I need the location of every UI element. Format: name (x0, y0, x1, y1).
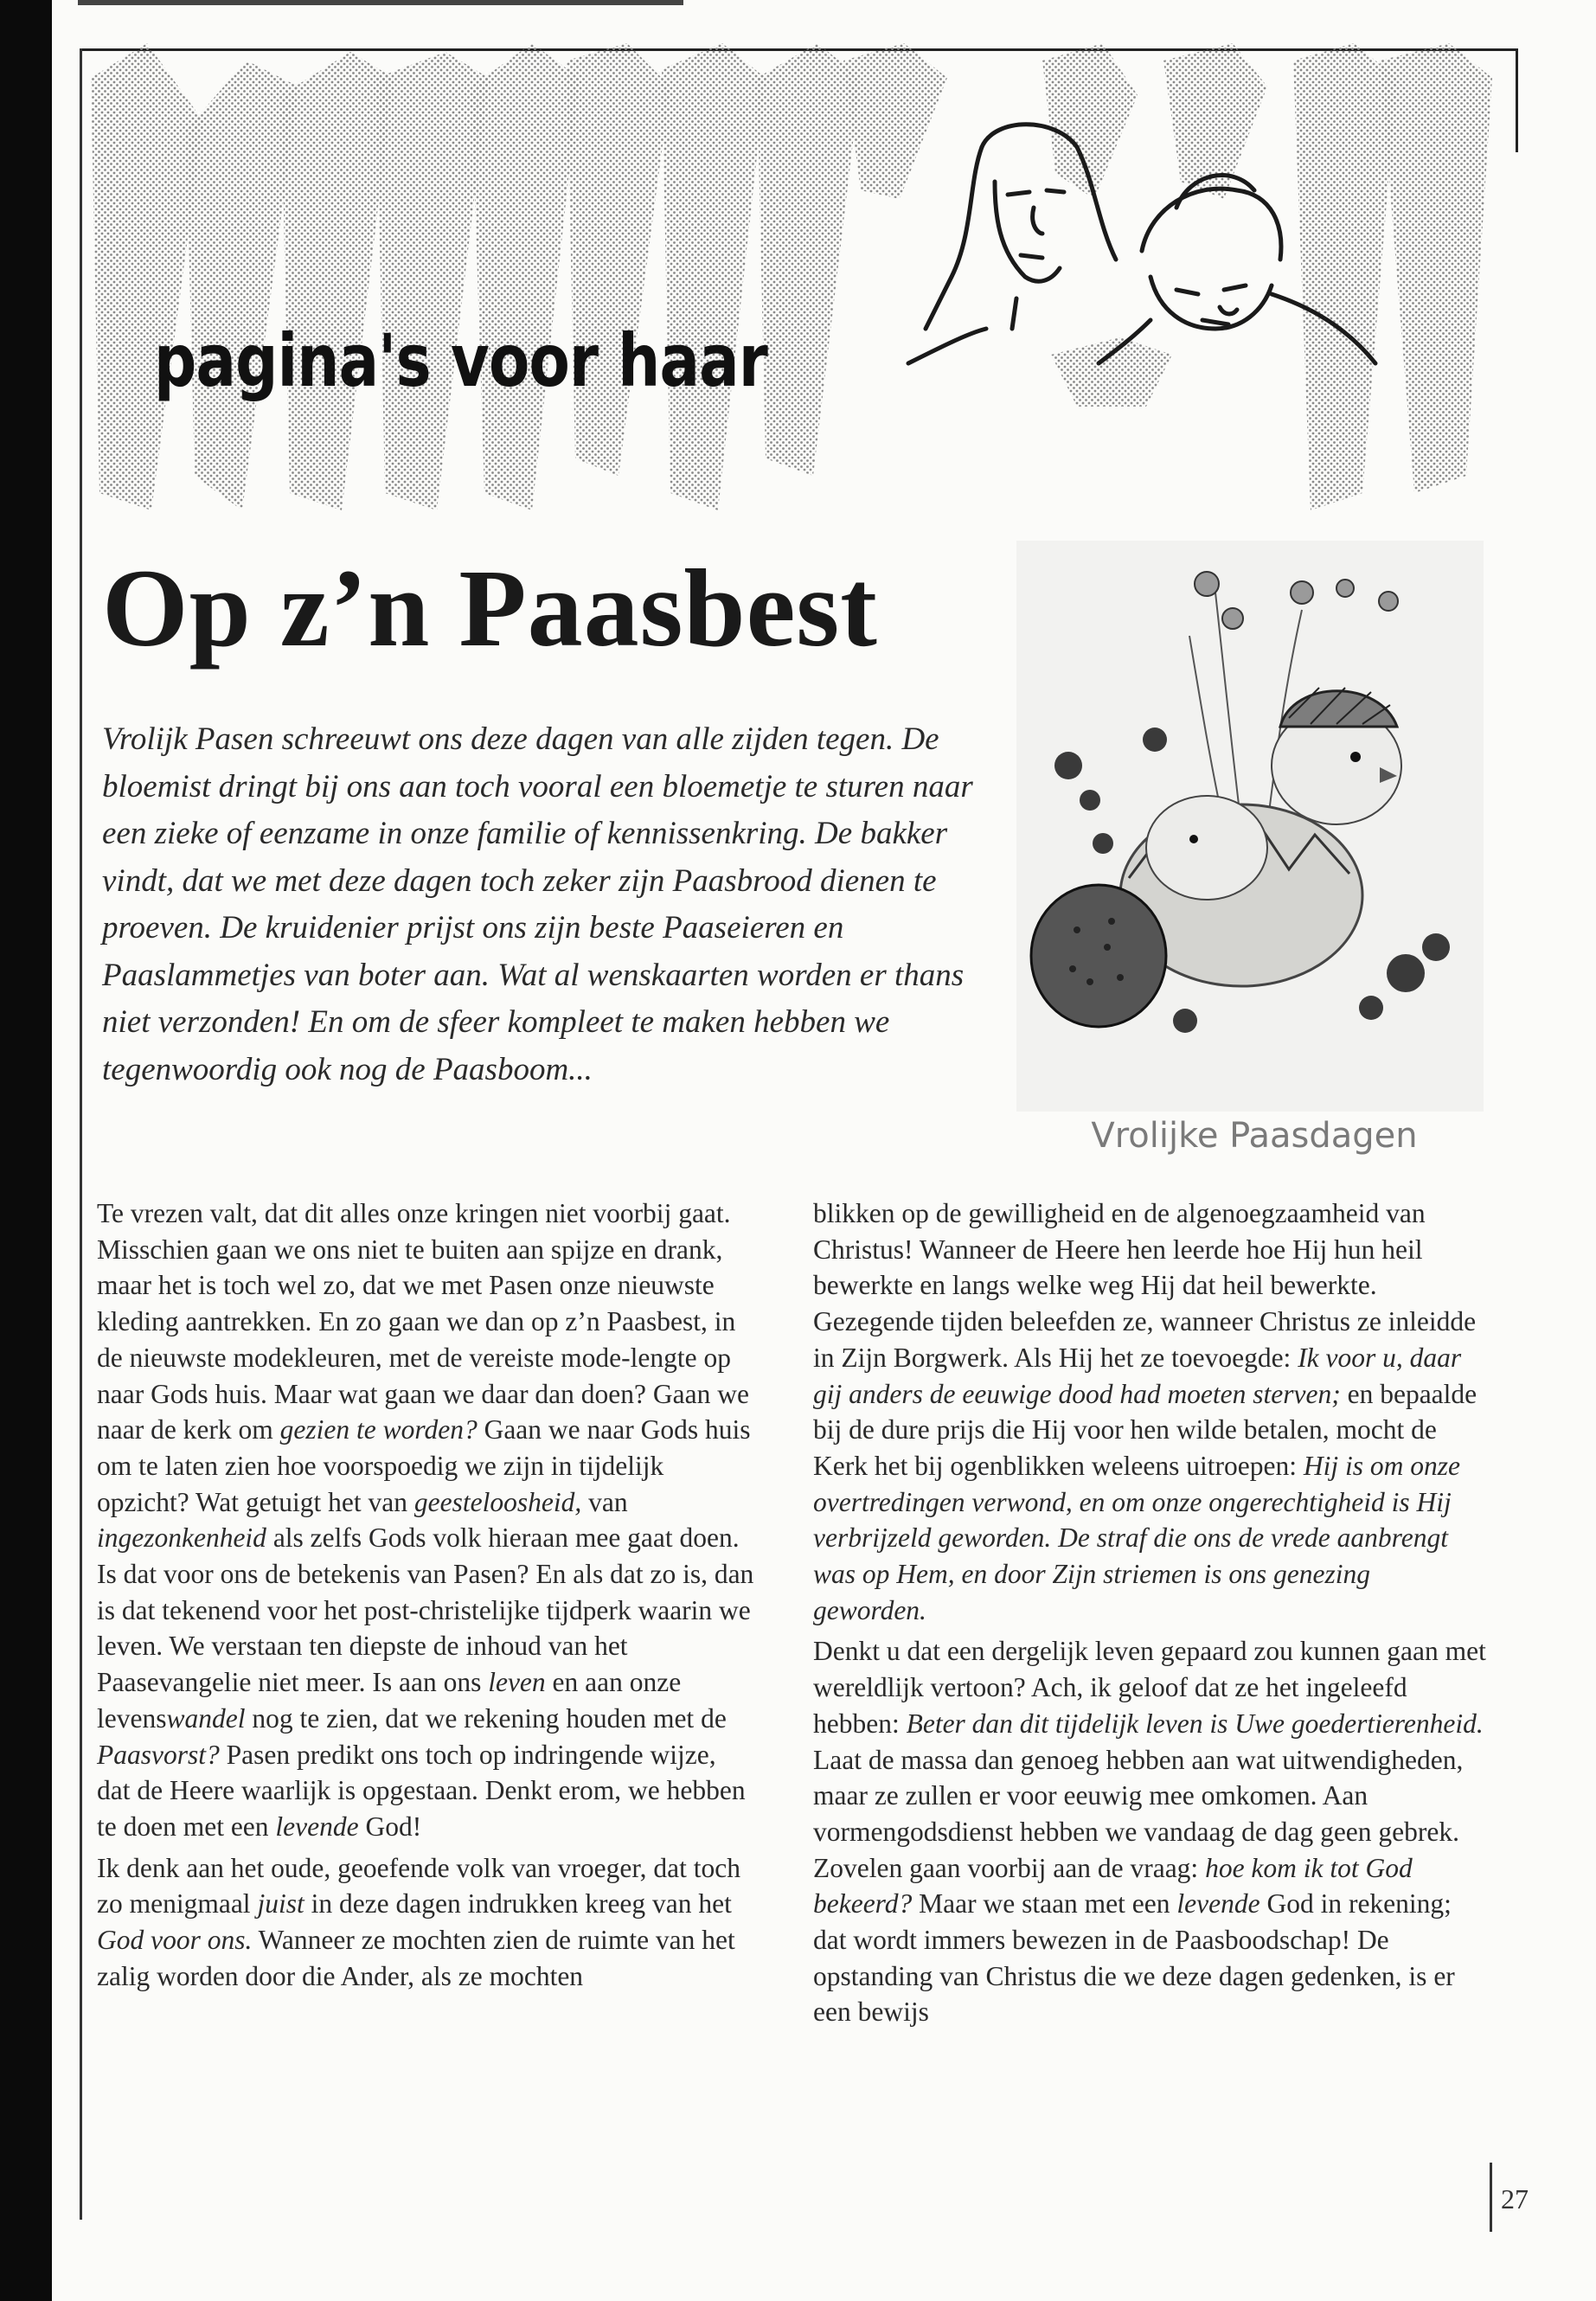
women-faces-drawing (891, 112, 1453, 415)
column-paragraph: Ik denk aan het oude, geoefende volk van vroeger, dat toch zo menigmaal juist in deze dagen indrukken kreeg van het God voor ons. Wanneer ze mochten zien de ruimte van het zalig worden door die Ander, als ze mochten (97, 1852, 740, 1991)
column-paragraph: Te vrezen valt, dat dit alles onze kringen niet voorbij gaat. Misschien gaan we ons niet te buiten aan spijze en drank, maar het is toch wel zo, dat we met Pasen onze nieuwste kleding aantrekken. En zo gaan we dan op z’n Paasbest, in de nieuwste modekleuren, met de vereiste mode-lengte op naar Gods huis. Maar wat gaan we daar dan doen? Gaan we naar de kerk om gezien te worden? Gaan we naar Gods huis om te laten zien hoe voorspoedig we zijn in tijdelijk opzicht? Wat getuigt het van geesteloosheid, van ingezonkenheid als zelfs Gods volk hieraan mee gaat doen. Is dat voor ons de betekenis van Pasen? En als dat zo is, dan is dat tekenend voor het post-christelijke tijdperk waarin we leven. We verstaan ten diepste de inhoud van het Paasevangelie niet meer. Is aan ons leven en aan onze levenswandel nog te zien, dat we rekening houden met de Paasvorst? Pasen predikt ons toch op indringende wijze, dat de Heere waarlijk is opgestaan. Denkt erom, we hebben te doen met een levende God! (97, 1198, 754, 1842)
illustration-caption: Vrolijke Paasdagen (1091, 1116, 1418, 1156)
easter-chicks-illustration (1016, 541, 1484, 1112)
page-number: 27 (1501, 2183, 1529, 2214)
article-column-left (97, 1195, 754, 1999)
article-column-right (813, 1195, 1488, 2035)
article-headline: Op z’n Paasbest (102, 547, 878, 670)
section-title: pagina's voor haar (154, 318, 767, 403)
article-intro: Vrolijk Pasen schreeuwt ons deze dagen van alle zijden tegen. De bloemist dringt bij ons aan toch vooral een bloemetje te sturen naar een zieke of eenzame in onze familie of kennissenkring. De bakker vindt, dat we met deze dagen toch zeker zijn Paasbrood dienen te proeven. De kruidenier prijst ons zijn beste Paaseieren en Paaslammetjes van boter aan. Wat al wenskaarten worden er thans niet verzonden! En om de sfeer kompleet te maken hebben we tegenwoordig ook nog de Paasboom... (102, 721, 973, 1087)
column-paragraph: blikken op de gewilligheid en de algenoegzaamheid van Christus! Wanneer de Heere hen leerde hoe Hij hun heil bewerkte en langs welke weg Hij dat heil bewerkte. Gezegende tijden beleefden ze, wanneer Christus ze inleidde in Zijn Borgwerk. Als Hij het ze toevoegde: Ik voor u, daar gij anders de eeuwige dood had moeten sterven; en bepaalde bij de dure prijs die Hij voor hen wilde betalen, mocht de Kerk het bij ogenblikken weleens uitroepen: Hij is om onze overtredingen verwond, en om onze ongerechtigheid is Hij verbrijzeld geworden. De straf die ons de vrede aanbrengt was op Hem, en door Zijn striemen is ons genezing geworden. (813, 1198, 1477, 1625)
page-number-rule (1490, 2163, 1492, 2232)
top-edge-line (78, 0, 683, 5)
column-paragraph: Denkt u dat een dergelijk leven gepaard zou kunnen gaan met wereldlijk vertoon? Ach, ik geloof dat ze het ingeleefd hebben: Beter dan dit tijdelijk leven is Uwe goedertierenheid. Laat de massa dan genoeg hebben aan wat uitwendigheden, maar ze zullen er voor eeuwig mee omkomen. Aan vormengodsdienst hebben we vandaag de dag geen gebrek. Zovelen gaan voorbij aan de vraag: hoe kom ik tot God bekeerd? Maar we staan met een levende God in rekening; dat wordt immers bewezen in de Paasboodschap! De opstanding van Christus die we deze dagen gedenken, is er een bewijs (813, 1636, 1486, 2028)
frame-right-rule (1516, 48, 1518, 152)
binding-spine (0, 0, 52, 2301)
